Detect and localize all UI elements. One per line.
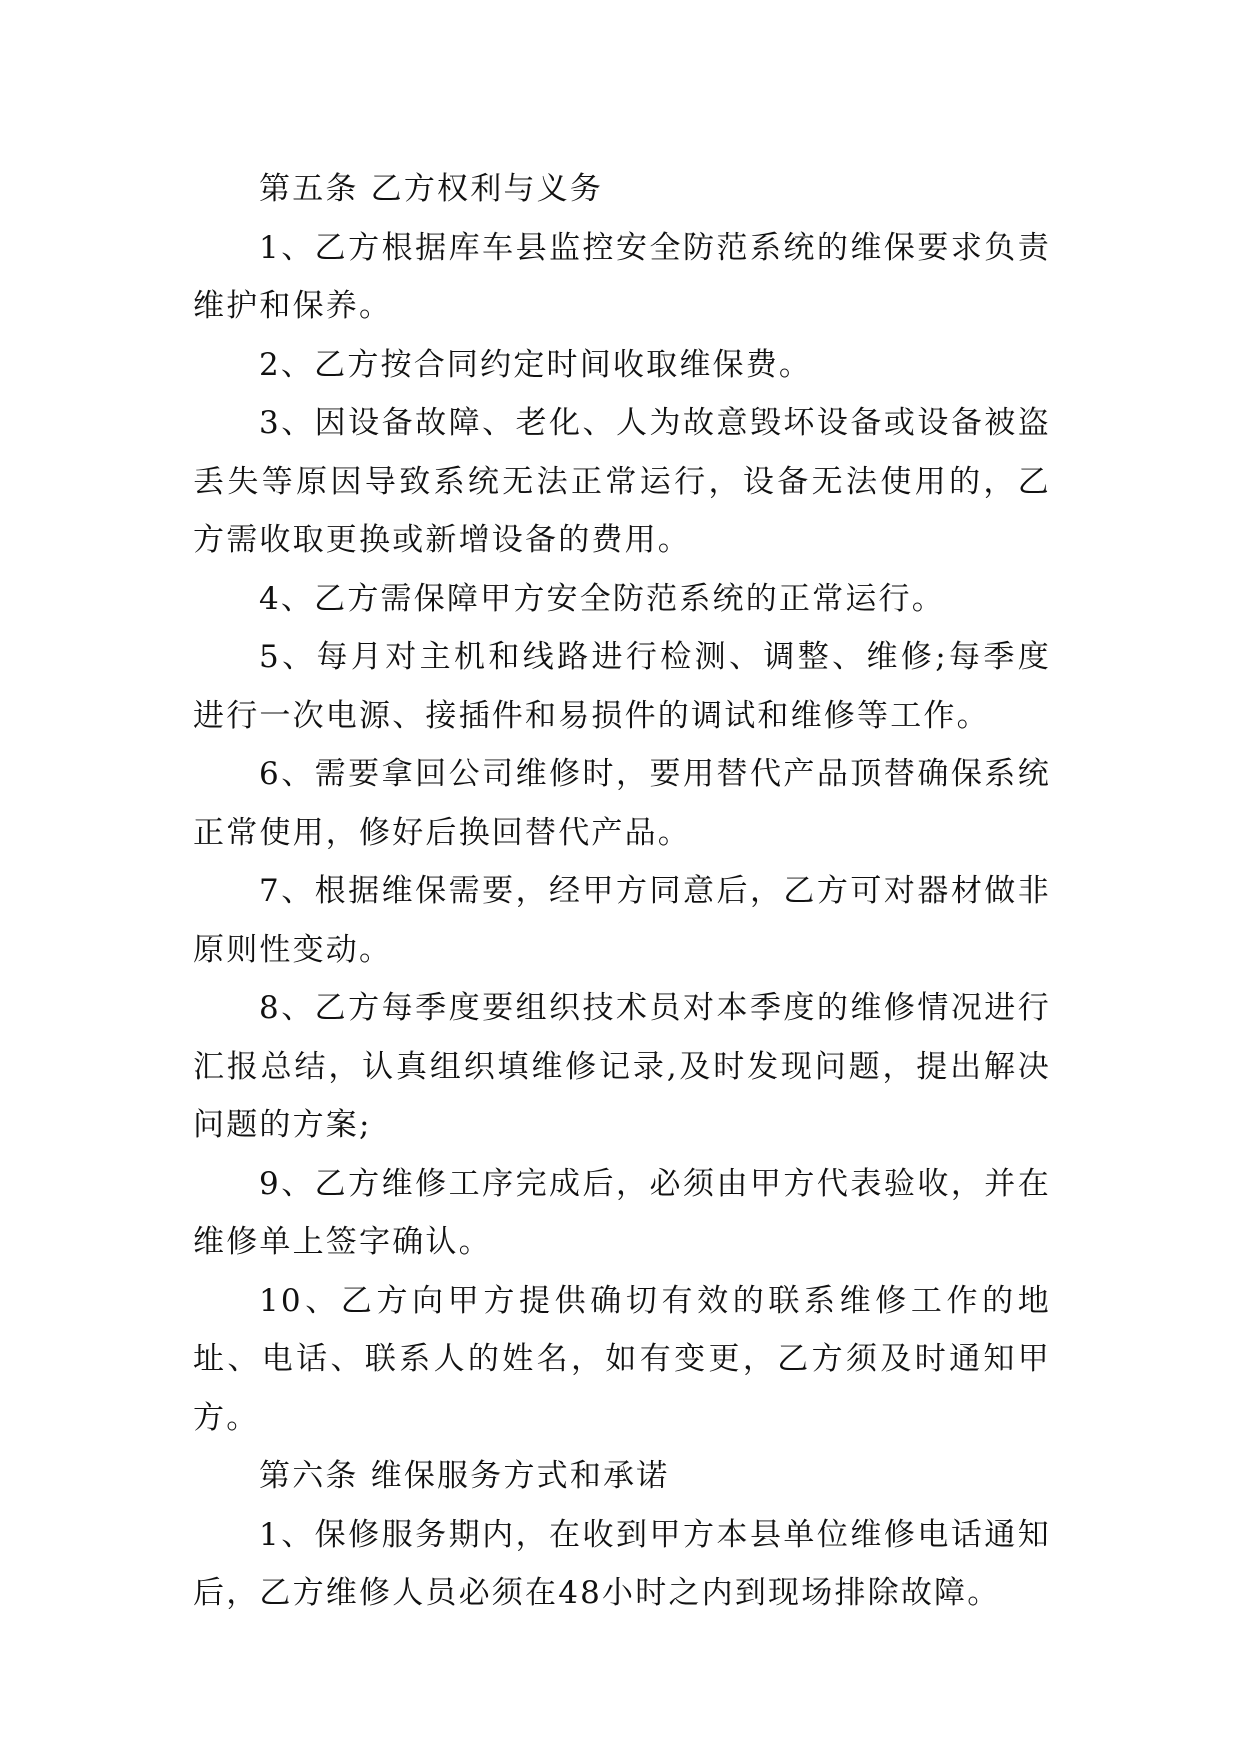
article-5-item-3: 3、因设备故障、老化、人为故意毁坏设备或设备被盗丢失等原因导致系统无法正常运行，设备无法使用的，乙方需收取更换或新增设备的费用。 xyxy=(193,405,1051,558)
article-5-item-7: 7、根据维保需要，经甲方同意后，乙方可对器材做非原则性变动。 xyxy=(193,873,1051,968)
article-5-item-6: 6、需要拿回公司维修时，要用替代产品顶替确保系统正常使用，修好后换回替代产品。 xyxy=(193,756,1051,851)
document-body xyxy=(193,160,1051,1623)
article-5-item-10: 10、乙方向甲方提供确切有效的联系维修工作的地址、电话、联系人的姓名，如有变更，乙方须及时通知甲方。 xyxy=(193,1282,1051,1436)
article-5-item-4: 4、乙方需保障甲方安全防范系统的正常运行。 xyxy=(259,580,945,617)
article-6-heading: 第六条 维保服务方式和承诺 xyxy=(259,1458,670,1494)
article-5-item-8: 8、乙方每季度要组织技术员对本季度的维修情况进行汇报总结，认真组织填维修记录,及时发现问题，提出解决问题的方案; xyxy=(193,990,1051,1143)
article-5-item-1: 1、乙方根据库车县监控安全防范系统的维保要求负责维护和保养。 xyxy=(193,229,1051,324)
article-5-item-2: 2、乙方按合同约定时间收取维保费。 xyxy=(259,346,813,383)
article-6-item-1: 1、保修服务期内，在收到甲方本县单位维修电话通知后，乙方维修人员必须在48小时之内到现场排除故障。 xyxy=(193,1516,1051,1611)
article-5-item-5: 5、每月对主机和线路进行检测、调整、维修;每季度进行一次电源、接插件和易损件的调试和维修等工作。 xyxy=(193,639,1051,734)
article-5-item-9: 9、乙方维修工序完成后，必须由甲方代表验收，并在维修单上签字确认。 xyxy=(193,1165,1051,1260)
article-5-heading: 第五条 乙方权利与义务 xyxy=(259,171,604,207)
